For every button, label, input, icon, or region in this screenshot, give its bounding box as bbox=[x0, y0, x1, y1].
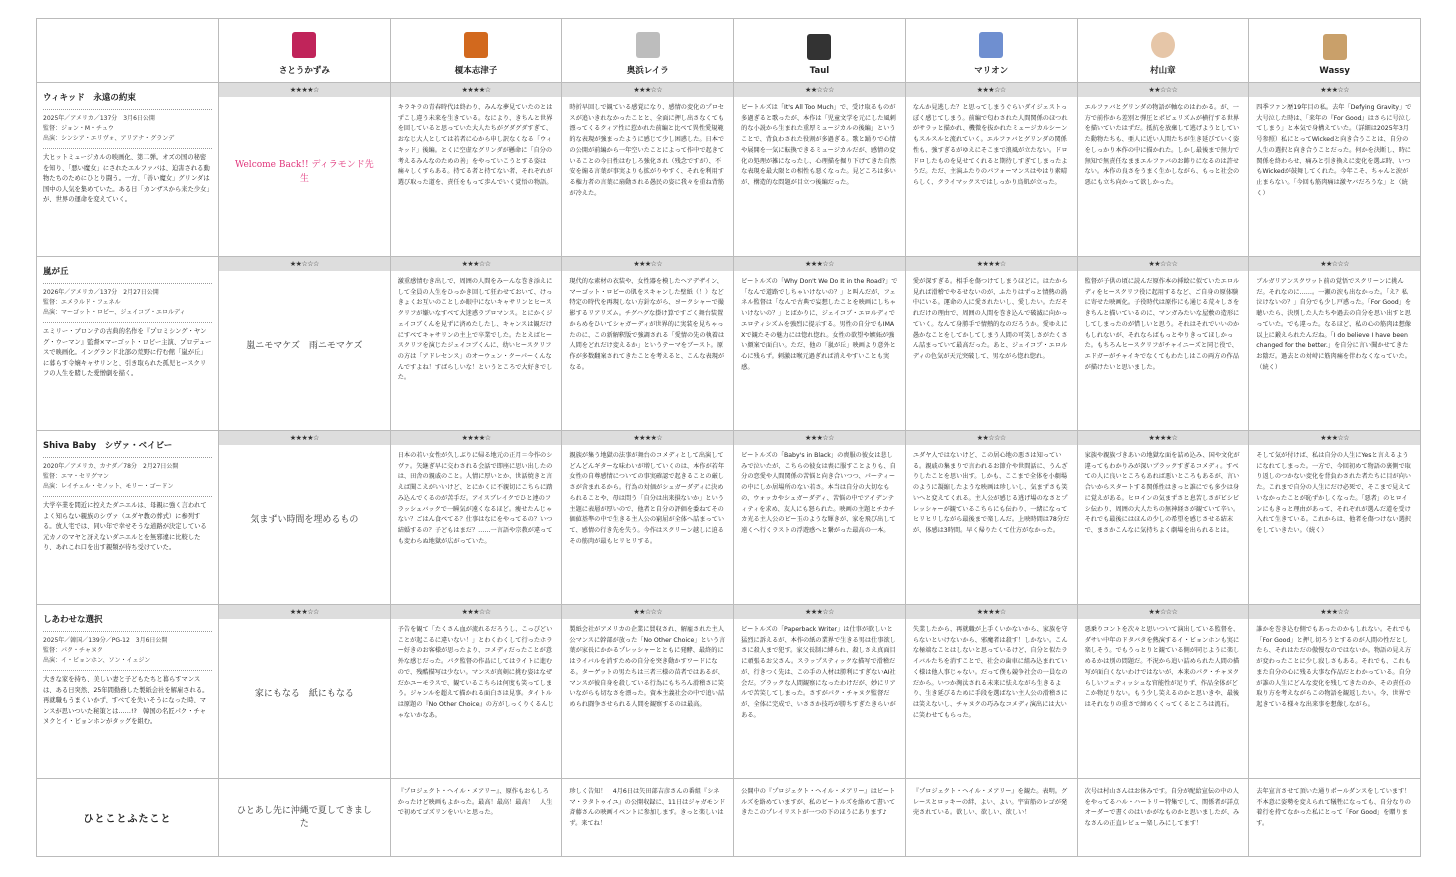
footer-note: 『プロジェクト・ヘイル・メアリー』を観た。表明。グレースとロッキーの絆、よい、よい。宇宙船のレゴが発売されている。欲しい、欲しい、欲しい！ bbox=[912, 788, 1068, 817]
review-cell bbox=[219, 257, 391, 431]
star-rating: ★★★☆☆ bbox=[562, 257, 733, 271]
movie-synopsis: エミリー・ブロンテの古典的名作を『プロミシング・ヤング・ウーマン』監督×マーゴット・ロビー主演、プロデュースで映画化。イングランド北部の荒野に佇む館「嵐が丘」に暮らす令嬢キャサリンと、引き取られた孤児ヒースクリフの人生を賭した愛憎劇を描く。 bbox=[43, 328, 212, 378]
review-text: ビートルズの「Baby's in Black」の喪服の彼女は悲しみで泣いたが、こちらの彼女は喪に服すことよりも、自分の恋愛や人間関係の苦悩と向き合いつつ、パーティーの中にしか居場所のない若さ。本当は自分の大切なもの、ウォッカやシュガーダディ、苦悩の中でアイデンティティを求め、友人にも怒られた。映画の主題とチカチカ光る主人公のビー玉のような輝きが、家を飛び出して遠くへ行くラストの浮遊感へと繋がった最高の一本。 bbox=[741, 452, 896, 534]
divider bbox=[43, 496, 212, 497]
reviewer-name: 奥浜レイラ bbox=[626, 66, 669, 76]
footer-note-cell bbox=[391, 779, 563, 857]
avatar bbox=[1151, 32, 1175, 58]
review-cell bbox=[562, 83, 734, 257]
star-rating: ★★☆☆☆ bbox=[1078, 257, 1249, 271]
review-cell bbox=[219, 605, 391, 779]
star-rating: ★★★☆☆ bbox=[734, 605, 905, 619]
star-rating: ★★☆☆☆ bbox=[1249, 257, 1420, 271]
review-cell bbox=[1078, 83, 1250, 257]
star-rating: ★★★☆☆ bbox=[1249, 83, 1420, 97]
movie-info-cell bbox=[37, 83, 219, 257]
review-cell bbox=[391, 605, 563, 779]
movie-meta: 2025年／韓国／139分／PG-12 3月6日公開 bbox=[43, 637, 168, 644]
review-text: ビートルズは「It's All Too Much」で、受け取るものが多過ぎると歌ったが、本作は「児童文学を元にした風刺的な小説から生まれた重厚ミュージカルの後編」ということで、背負わされた役割が多過ぎる。歌と踊りで心情や展開を一気に転換できるミュージカルだが、感情の変化の処理が雑になったし、心理描を掘り下げてきた自然な表現を最大限との相性も悪くなった。見どころは多いが、構造的な問題が目立つ後編だった。 bbox=[741, 104, 896, 186]
reviewer-name: 村山章 bbox=[1150, 66, 1176, 76]
review-cell bbox=[734, 257, 906, 431]
avatar bbox=[807, 34, 831, 60]
corner-cell bbox=[37, 19, 219, 83]
divider bbox=[43, 631, 212, 632]
review-text: 親族が集う地獄の法事が舞台のコメディとして出演してどんどんギターな味わいが増していくのは、本作が若年女性の自尊感情についての事実確認で起きることの厳しさが含まれるから。行為の対価がシュガーダディに決められることや、母は問う「自分は出来損ないか」という主題に表層が厚いので、他者と自分の評価を委ねてその価値基準の中で生きる主人公の窮屈が全体へ詰まっていて、感情の行き先を失う。今作はスクリーン越しに迫るその筋肉が最もヒリヒリする。 bbox=[569, 452, 725, 545]
footer-note-cell bbox=[562, 779, 734, 857]
review-text: 激重感情むき出しで、周囲の人間をみ〜んな巻き添えにして全員の人生をひっかき回して狂わせておいて、けっきょくお互いのことしか眼中にないキャサリンとヒースクリフが嫌いなすべて大迷惑ラブロマンス。とにかくジェイコブくんを見ずに済めたしたし、キャンスは観だけにすべてキャサリンの主上で卒業でした。たとえばヒースクリフを演じたジェイコブくんに、幼いヒースクリフの方は「アドレセンス」のオーウェン・クーパーくんなんですよね！すばらしいな！というところで大好きでした。 bbox=[397, 278, 553, 382]
footer-note-cell bbox=[1249, 779, 1421, 857]
star-rating: ★★★☆☆ bbox=[734, 431, 905, 445]
footer-note-cell bbox=[1078, 779, 1250, 857]
reviewer-name: 榎本志津子 bbox=[454, 66, 498, 76]
reviewer-header bbox=[1078, 19, 1250, 83]
star-rating: ★★★★☆ bbox=[906, 257, 1077, 271]
star-rating: ★★★☆☆ bbox=[734, 257, 905, 271]
reviewer-name: マリオン bbox=[974, 66, 1009, 76]
movie-synopsis: 大きな家を持ち、美しい妻と子どもたちと暮らすマンスは、ある日突然、25年間勤務した製紙会社を解雇される。再就職もうまくいかず、すべてを失いそうになった時、マンスが思いついた秘策とは……!? 韓国の名匠パク・チャヌクとイ・ビョンホンがタッグを組む。 bbox=[43, 676, 209, 726]
footer-note: 公開中の『プロジェクト・ヘイル・メアリー』はビートルズを絡めていますが、私のビートルズを絡めて書いてきたこのプレイリストが一つの下のほうにあります♪ bbox=[741, 788, 896, 817]
review-cell bbox=[1078, 257, 1250, 431]
review-text: 監督が子供の頃に読んだ原作本の挿絵に似ていたエロルディをヒースクリフ役に起用するなど、ご自身の原体験に寄せた映画化。子役時代は原作にも通じる荒々しさをきちんと描いているのに、マンガみたいな屋敷の造形にしてしまったのが惜しいと思う。それはそれでいいのかもしれないが、それならばもっとやりきってほしかった。もちろんヒースクリフがチャイニーズと同じ役で、エドガーがチャイキでなくてもわたしはこの両方の作品が描けたいと思いました。 bbox=[1084, 278, 1240, 371]
star-rating: ★★★☆☆ bbox=[391, 605, 562, 619]
star-rating: ★★★☆☆ bbox=[219, 605, 390, 619]
star-rating: ★★★☆☆ bbox=[391, 257, 562, 271]
star-rating: ★★★★☆ bbox=[219, 83, 390, 97]
divider bbox=[43, 457, 212, 458]
star-rating: ★★★★☆ bbox=[906, 605, 1077, 619]
review-cell bbox=[1249, 257, 1421, 431]
review-text: キラキラの青春時代は終わり、みんな夢見ていたのとはずこし違う未来を生きている。なにより、きちんと世界を回していると思っていた大人たちがグダグダすぎて、おなじ大人としては若者に心から申し訳なくなる「ウィキッド」後編。とくに空虚なグリンダが懸命に「自分の考えるみんなのための善」をやっていこうとする姿は痛々しくすらある。持てる者と持てない者、それぞれが選び取った道を、責任をもって歩んでいく覚悟の物語。 bbox=[397, 104, 553, 186]
review-cell bbox=[906, 431, 1078, 605]
star-rating: ★★★☆☆ bbox=[906, 83, 1077, 97]
review-cell bbox=[906, 83, 1078, 257]
review-cell bbox=[906, 257, 1078, 431]
movie-meta: 2025年／アメリカ／137分 3月6日公開 bbox=[43, 115, 155, 122]
movie-title: ウィキッド 永遠の約束 bbox=[43, 93, 136, 103]
reviewer-name: さとうかずみ bbox=[278, 66, 330, 76]
footer-note: 『プロジェクト・ヘイル・メアリー』、原作もおもしろかったけど映画もよかった。最高！最高！最高！ 人生で初めてゴズリンをいいと思った。 bbox=[397, 788, 553, 817]
footer-title-cell bbox=[37, 779, 219, 857]
review-cell bbox=[391, 431, 563, 605]
divider bbox=[43, 283, 212, 284]
review-cell bbox=[734, 83, 906, 257]
footer-note-cell bbox=[734, 779, 906, 857]
reviewer-name: Taul bbox=[809, 66, 830, 76]
star-rating: ★★★☆☆ bbox=[1249, 605, 1420, 619]
reviewer-header bbox=[1249, 19, 1421, 83]
review-text: 現代的な素材の衣装や、女性器を模したヘアデザイン、マーゴット・ロビーの肌をスキャンした壁紙（！）など特定の時代を再現しない方針ながら、ヨークシャーで撮影するリアリズム。チグハグな掛け算ですごく舞台装置からめをひいてシャガーディが世界的に実装を見ちゃったのに、この新解釈版で強調される「愛情の先の執着は人間をどれだけ変えるか」というテーマをブースト。原作が多数翻案されてきたことを考えると、こんな表現がなる。 bbox=[569, 278, 725, 371]
movie-meta: 監督：パク・チャヌク bbox=[43, 647, 103, 654]
divider bbox=[43, 322, 212, 323]
illustration bbox=[219, 445, 390, 595]
illustration-caption: 嵐ニモマケズ 雨ニモマケズ bbox=[246, 341, 363, 351]
illustration-caption: ひとあし先に沖縄で夏してきました bbox=[236, 805, 372, 829]
review-text: そして気が付けば、私は自分の人生にYesと言えるようになれてしまった。一方で、今回初めて物語の裏側で取り返しのつかない変化を背負わされた者たちに目が向いた。これまで自分の人生にだけ必死で、そこまで見えていなかったことが恥ずかしくなった。「悪者」のヒロインにもきっと理由があって、それぞれが選んだ道を受け入れて生きている。これからは、他者を傷つけない選択をしていきたい。（続く） bbox=[1256, 452, 1411, 534]
movie-info-cell bbox=[37, 605, 219, 779]
review-text: 製紙会社がアメリカの企業に買収され、解雇された主人公マンスに幹部が放った「No Other Choice」という言葉が家長にかかるプレッシャーとともに発酵、最終的にはライバルを消すための自分を突き動かすワードになる。ターゲットの男たちは三者三様の苗者ではあるが、マンスが彼自身を殺している行為にもちろん滑稽さに笑いながらも切なさを漂った。資本主義社会の中で追い詰められ闘争させられる人間を観察するのは最高。 bbox=[569, 626, 726, 708]
star-rating: ★★★★☆ bbox=[1078, 431, 1249, 445]
review-cell bbox=[562, 605, 734, 779]
movie-meta: 監督：エメラルド・フェネル bbox=[43, 299, 121, 306]
review-cell bbox=[1078, 431, 1250, 605]
review-text: ブルガリアンスクワット前の覚悟でスクリーンに挑んだ。それなのに……。一瀬の涙も出なかった。「え？私泣けないの？」自分でも少し戸惑った。「For Good」を聴いたら、決別した人たちや過去の自分を思い出すと思っていた。でも違った。なるほど、私の心の筋肉は想像以上に鍛えられたんだね。「I do believe I have been changed for the better.」を自分に言い聞かせてきたお陰だ。過去との対峙に筋肉痛を伴わなくなっていた。（続く） bbox=[1256, 278, 1412, 371]
review-text: 時折早回しで観ている感覚になり、感情の変化のプロセスが追いきれなかったことと、全面に押し出さなくても漂ってくるクィア性に惹かれた前編と比べて異性愛規範的な表現が強まったように感じて少し困惑した。日本での公開が前編から一年空いたことによって作中で起きていることの今日性はむしろ強化され（残念ですが）、不安を煽る言葉が事実よりも拡がりやすく、それを利用する権力者の言葉に扇動される愚民の姿に我々を重ね背筋が冷えた。 bbox=[569, 104, 725, 197]
avatar bbox=[979, 32, 1003, 58]
star-rating: ★★★☆☆ bbox=[1249, 431, 1420, 445]
divider bbox=[43, 109, 212, 110]
avatar bbox=[636, 32, 660, 58]
footer-illustration bbox=[219, 779, 390, 856]
review-grid bbox=[36, 18, 1421, 857]
illustration-caption: Welcome Back!! ディラモンド先生 bbox=[234, 160, 374, 184]
star-rating: ★★☆☆☆ bbox=[906, 431, 1077, 445]
review-cell bbox=[391, 257, 563, 431]
reviewer-header bbox=[734, 19, 906, 83]
review-cell bbox=[1249, 431, 1421, 605]
movie-meta: 2020年／アメリカ、カナダ／78分 2月27日公開 bbox=[43, 463, 179, 470]
review-cell bbox=[734, 605, 906, 779]
review-text: ビートルズの「Paperback Writer」は仕事が欲しいと猛烈に訴えるが、本作の紙の業界で生きる男は仕事欲しさに殺人まで犯す。家父長制に縛られ、殺しさえ真面目に頑張るお父さん。スラップスティックな描写で滑稽だが、行きつく先は、この手の人材は勝利にすぎないAI社会だ。ブラックな人間観察になったわけだが、妙にリアルで苦笑してしまった。さすがパク・チャヌク監督だが、全体に完成で、いささか技巧が勝ちすぎたきらいがある。 bbox=[741, 626, 896, 719]
star-rating: ★★★★☆ bbox=[391, 83, 562, 97]
review-cell bbox=[219, 431, 391, 605]
review-cell bbox=[734, 431, 906, 605]
review-text: ユダヤ人ではないけど、この居心地の悪さは知っている。親戚の集まりで言われるお節介や世間話に、うんざりしたことを思い出す。しかも、ここまで全体を小劇場のように凝縮したような映画は珍しいし、気まずさも笑いへと変えてくれる。主人公が感じる逃げ場のなさとプレッシャーが観ているこちらにも伝わり、一緒になってヒリヒリしながら最後まで楽しんだ。上映時間は78分だが、体感は3時間。早く帰りたくて仕方がなかった。 bbox=[912, 452, 1070, 534]
reviewer-header bbox=[906, 19, 1078, 83]
review-cell bbox=[1078, 605, 1250, 779]
avatar bbox=[292, 32, 316, 58]
movie-info-cell bbox=[37, 257, 219, 431]
review-cell bbox=[391, 83, 563, 257]
avatar bbox=[464, 32, 488, 58]
footer-note-cell bbox=[906, 779, 1078, 857]
footer-note: 次号は村山さんはお休みです。自分が配給宣伝の中の人をやってるハル・ハートリー特集でして、関係者が詳点オーダーで書くのはいかがなものかと思いましたが、みなさんの正直レビュー楽しみにしてます！ bbox=[1084, 788, 1240, 828]
divider bbox=[43, 670, 212, 671]
review-text: 失業したから、再就職が上手くいかないから、家族を守らないといけないから、邪魔者は殺す！しかない。こんな極端なことはしないと思っているけど、自分と似たライバルたちを消すことで、社会の歯車に組み込まれていく様は他人事じゃない。だって僕も競争社会の一員なのだから。いつか淘汰される未来に怯えながら生きるより、生き延びるために手段を選ばない主人公の滑稽さには笑えないし、チャヌクの巧みなコメディ演出には大いに笑わせてもらった。 bbox=[912, 626, 1068, 719]
divider bbox=[43, 148, 212, 149]
review-cell bbox=[906, 605, 1078, 779]
star-rating: ★★★★☆ bbox=[391, 431, 562, 445]
illustration bbox=[219, 97, 390, 247]
movie-title: Shiva Baby シヴァ・ベイビー bbox=[43, 441, 173, 451]
review-text: エルファバとグリンダの物語が軸なのはわかる。が、一方で前作から差別と弾圧とポピュリズムが横行する世界を描いていたはずだ。抵抗を放棄して逃げようとしていた動物たちも、亜人に近い人間たちが生き延びていく姿をしっかり本作の中に描かれた。しかし最後まで無力で無知で無責任なままエルファバのお飾りになるのは許せない。本作の良さをうまく生かしながら、もっと社会の悪にも立ち向かって欲しかった。 bbox=[1084, 104, 1240, 186]
footer-note: 去年宣言させて頂いた通りポールダンスをしています！ 不本意に姿勢を変えられて犠牲になっても、自分なりの着行を持てなかった私にとって「For Good」を贈ります。 bbox=[1256, 788, 1417, 828]
review-cell bbox=[562, 431, 734, 605]
footer-note-cell bbox=[219, 779, 391, 857]
footer-note: 珍しく告知！ 4月6日は矢田部吉彦さんの番組『シネマ・ラタトゥイユ』の公開収録に、11日はジャガモンド斉藤さんの映画イベントに参加します。きっと楽しいはず。来てね！ bbox=[569, 788, 726, 828]
illustration bbox=[219, 619, 390, 769]
reviewer-header bbox=[562, 19, 734, 83]
star-rating: ★★☆☆☆ bbox=[562, 605, 733, 619]
review-text: 悪乗りコントを次々と思いついて演出している監督を、ダサい中年のドタバタを熱演するイ・ビョンホンも実に楽しそう。でもうっとりと観ている側が同じように楽しめるかは別の問題だ。不況から追い詰められた人間の描写が面白くないわけではないが、本来のパク・チャヌクらしいフェティッシュな官能性が足りず、作品全体がどこか物足りない。もう少し笑えるのかと思いきや、最後はそれなりの重さで締めくくってくるところは流石。 bbox=[1084, 626, 1240, 708]
review-cell bbox=[562, 257, 734, 431]
movie-title: しあわせな選択 bbox=[43, 615, 103, 625]
reviewer-name: Wassy bbox=[1319, 66, 1350, 76]
movie-synopsis: 大学卒業を間近に控えたダニエルは、母親に強く言われてよく知らない親族のシヴァ（ユダヤ教の葬式）に参列する。放人宅では、同い年で幸せそうな道路が決定している元カノのマヤと冴えないダニエルとを無邪違に比較したり、あれこれ口を出す親類が待ち受けていた。 bbox=[43, 502, 207, 552]
movie-meta: 出演：イ・ビョンホン、ソン・イェジン bbox=[43, 657, 151, 664]
review-text: 家族や親族づきあいの地獄な面を詰め込み、国や文化が違ってもわかりみが深いブラックすぎるコメディ。すべての人に良いところもあれば悪いところもあるが、言い合いからスタートする関係性はきっと誰にでも多少は身に覚えがある。ヒロインの気まずさと息苦しさがビシビシ伝わり、周囲の大人たちの無神経さが観ていて辛い。それでも最後にはほんの少しの希望を感じさせる結末で、まさかこんなに気持ちよく劇場を出られるとは。 bbox=[1084, 452, 1240, 534]
star-rating: ★★★★☆ bbox=[562, 431, 733, 445]
footer-title: ひとことふたこと bbox=[83, 814, 172, 825]
movie-meta: 監督：エマ・セリグマン bbox=[43, 473, 109, 480]
illustration-caption: 気まずい時間を埋めるもの bbox=[250, 515, 359, 525]
movie-meta: 出演：マーゴット・ロビー、ジェイコブ・エロルディ bbox=[43, 309, 186, 316]
illustration-caption: 家にもなる 紙にもなる bbox=[254, 689, 354, 699]
star-rating: ★★★☆☆ bbox=[562, 83, 733, 97]
review-text: ビートルズの「Why Don't We Do It in the Road?」で「なんで道路でしちゃいけないの？」と叫んだが、フェネル監督は「なんで古典で妄想したことを映画にしちゃいけないの？」とばかりに、ジェイコブ・エロルディでエロティシズムを強烈に提示する。男性の自分でもIMAXで観たその魅力には惚れ惚れ。女性の欲望や嫉妬が強い顔案で面白い。ただ、他の「嵐が丘」映画より意外と心に残らず。刺激は喉元過ぎれば消えやすいことも実感。 bbox=[741, 278, 898, 371]
movie-meta: 監督：ジョン・M・チュウ bbox=[43, 125, 114, 132]
avatar bbox=[1323, 34, 1347, 60]
movie-meta: 2026年／アメリカ／137分 2月27日公開 bbox=[43, 289, 159, 296]
review-text: 誰かを巻き込む側でもあったのかもしれない。それでも「For Good」と押し切ろうとするのが人間の性だとしたら、それはただの傲慢なのではないか。物語の見え方が変わったことに少し寂しさもある。それでも、これもまた自分の心に残る大事な作品だとわかっている。自分が誰の人生にどんな変化を残してきたのか、その責任の取り方を考えながらこの物語を観返したい。今、世界で起きている様々な出来事を想像しながら。 bbox=[1256, 626, 1411, 708]
star-rating: ★★☆☆☆ bbox=[734, 83, 905, 97]
review-cell bbox=[1249, 83, 1421, 257]
reviewer-header bbox=[391, 19, 563, 83]
review-text: 日本の若い女性が久しぶりに帰る地元の正月＝今作のシヴァ。矢継ぎ早に交わされる会話で即座に思い出したのは、田舎の親戚のこと。人情に厚いとか、世話焼きと言えば聞こえがいいけど、とにかくに不親切にこちらに踏み込んでくるのが苦手だ。アイスブレイクでひと連のフラッシュバックで一瞬気が遠くなるほど。痩せたんじゃない？ごはん食べてる？仕事はなにをやってるの？いつ結婚するの？子どもはまだ？……一言語や宗教が違っても変わらぬ地獄が広がっていた。 bbox=[397, 452, 553, 545]
review-cell bbox=[219, 83, 391, 257]
review-text: 予告を観て「たくさん血が流れるだろうし、こっぴどいことが起こるに違いない！」とわくわくして行ったホラー好きのお客様が思ったより、コメディだったことが意外な感じだった。パク監督の作品にしてはライトに進むので、残酷描写は少ない。マンスが真剣に挑む姿はなぜだかユーモラスで、観ているこちらは何度も笑ってしまう。ジャンルを超えて描かれる面白さは見事。タイトルは原題の『No Other Choice』の方がしっくりくるんじゃないかなあ。 bbox=[397, 626, 554, 719]
movie-synopsis: 大ヒットミュージカルの映画化、第二弾。オズの国の秘密を知り、「悪い魔女」にされたエルファバは、迫害される動物たちのためにひとり闘う。一方、「善い魔女」グリンダは国中の人気を集めていた。ある日「カンザスから来た少女」が、世界の運命を変えていく。 bbox=[43, 154, 210, 204]
review-text: 四季ファン歴19年目の私。去年「Defying Gravity」で大号泣した時は、「来年の『For Good』はさらに号泣してしまう」と本気で身構えていた。（詳細は2025年3月号参照）私にとってWickedと向き合うことは、自分の人生の選択と向き合うことだった。何かを決断し、時に関係を終わらせ、痛みと引き換えに変化を選ぶ時、いつもWickedが鼓舞してくれた。今年こそ、ちゃんと涙が止まらない。「今回も筋肉痛は激ヤバだろうな」と（続く） bbox=[1256, 104, 1412, 197]
review-text: なんか見逃した？と思ってしまうぐらいダイジェストっぽく感じてしまう。前編で匂わされた人間関係のほつれがサラッと描かれ、機微を抜かれたミュージカルシーンもスルスルと流れていく。エルファバとグリンダの関係性も、強すぎるがゆえにそこまで浪風が立たない。ドロドロしたものを見せてくれると期待しすぎてしまったようだ。ただ、主演ふたりのパフォーマンスはやはり素晴らしく、クライマックスではしっかり鳥肌が立った。 bbox=[912, 104, 1068, 186]
movie-info-cell bbox=[37, 431, 219, 605]
review-cell bbox=[1249, 605, 1421, 779]
star-rating: ★★★★☆ bbox=[219, 431, 390, 445]
illustration bbox=[219, 271, 390, 421]
star-rating: ★★☆☆☆ bbox=[1078, 83, 1249, 97]
star-rating: ★★☆☆☆ bbox=[219, 257, 390, 271]
review-text: 愛が深すぎる。相手を傷つけてしまうほどに。はたから見れば滑稽でやるせないのが、ふたりはずっと情熱の渦中にいる。運命の人に愛されたいし、愛したい。ただそれだけの理由で、周囲の人間を巻き込んで破滅に向かっていく。なんて身勝手で情熱的なのだろうか。愛ゆえに愚かなことをしてかしてしまう人間の可笑しさがたくさん詰まっていて最高だった。あと、ジェイコブ・エロルディの色気が天元突破して、男ながら惚れ惚れ。 bbox=[912, 278, 1068, 360]
movie-meta: 出演：シンシア・エリヴォ、アリアナ・グランデ bbox=[43, 135, 175, 142]
reviewer-header bbox=[219, 19, 391, 83]
movie-meta: 出演：レイチェル・セノット、モリー・ゴードン bbox=[43, 483, 174, 490]
star-rating: ★★☆☆☆ bbox=[1078, 605, 1249, 619]
movie-title: 嵐が丘 bbox=[43, 267, 69, 277]
